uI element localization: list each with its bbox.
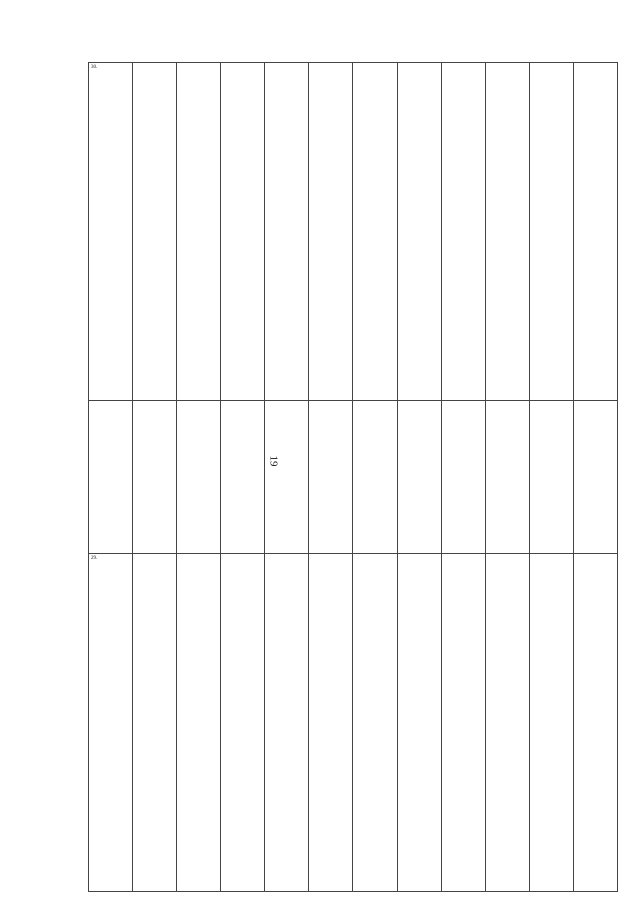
table-cell [309, 400, 353, 554]
table-cell [353, 554, 397, 892]
table-cell [485, 63, 529, 401]
table-cell [265, 400, 309, 554]
table-cell [573, 63, 617, 401]
table-cell [397, 400, 441, 554]
table-row [89, 63, 618, 401]
table-cell [441, 400, 485, 554]
table-cell [441, 554, 485, 892]
table-cell [177, 63, 221, 401]
table-cell [529, 554, 573, 892]
table-cell [265, 63, 309, 401]
table-cell [221, 63, 265, 401]
table-cell: 29. [89, 554, 133, 892]
table-cell [309, 63, 353, 401]
table-cell [353, 63, 397, 401]
table-cell: 30. [89, 63, 133, 401]
table-cell [441, 63, 485, 401]
table-cell [221, 554, 265, 892]
table-cell [485, 554, 529, 892]
table-cell [573, 554, 617, 892]
table-cell [89, 400, 133, 554]
table-cell [529, 63, 573, 401]
table-cell [177, 554, 221, 892]
table-cell [133, 63, 177, 401]
table-cell [573, 400, 617, 554]
table-cell [485, 400, 529, 554]
table-cell [529, 400, 573, 554]
table-cell [265, 554, 309, 892]
table-cell [353, 400, 397, 554]
table-row [89, 554, 618, 892]
table-cell [133, 554, 177, 892]
table-cell [309, 554, 353, 892]
table-cell [397, 63, 441, 401]
page-number: 19 [267, 455, 280, 467]
table-cell [397, 554, 441, 892]
table-row [89, 400, 618, 554]
table-cell [133, 400, 177, 554]
requirements-table [88, 62, 618, 892]
table-cell [177, 400, 221, 554]
table-cell [221, 400, 265, 554]
